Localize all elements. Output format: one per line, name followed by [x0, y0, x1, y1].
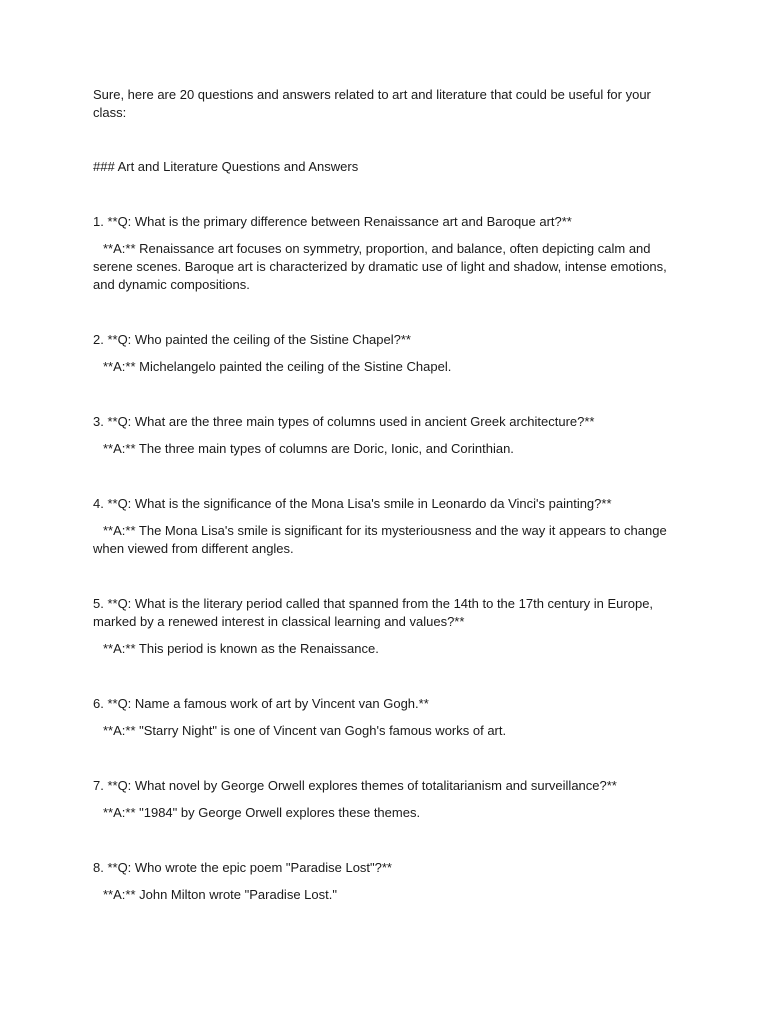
question: 2. **Q: Who painted the ceiling of the Sistine Chapel?**	[93, 332, 411, 347]
answer: **A:** The Mona Lisa's smile is significant for its mysteriousness and the way it appears to change when viewed from different angles.	[93, 523, 667, 556]
qa-item-2	[93, 331, 683, 376]
answer: **A:** John Milton wrote "Paradise Lost."	[103, 887, 337, 902]
answer: **A:** The three main types of columns are Doric, Ionic, and Corinthian.	[103, 441, 514, 456]
qa-item-6	[93, 695, 683, 740]
answer: **A:** "1984" by George Orwell explores these themes.	[103, 805, 421, 820]
qa-item-4	[93, 495, 683, 558]
answer: **A:** This period is known as the Renaissance.	[103, 641, 379, 656]
qa-item-3	[93, 413, 683, 458]
qa-item-1	[93, 213, 683, 294]
qa-item-5	[93, 595, 683, 658]
question: 3. **Q: What are the three main types of columns used in ancient Greek architecture?**	[93, 414, 595, 429]
answer: **A:** Michelangelo painted the ceiling of the Sistine Chapel.	[103, 359, 452, 374]
document-page	[93, 86, 683, 941]
qa-item-7	[93, 777, 683, 822]
answer: **A:** "Starry Night" is one of Vincent van Gogh's famous works of art.	[103, 723, 507, 738]
intro-paragraph: Sure, here are 20 questions and answers related to art and literature that could be useful for your class:	[93, 87, 651, 120]
qa-item-8	[93, 859, 683, 904]
question: 5. **Q: What is the literary period called that spanned from the 14th to the 17th century in Europe, marked by a renewed interest in classical learning and values?**	[93, 596, 654, 629]
question: 4. **Q: What is the significance of the Mona Lisa's smile in Leonardo da Vinci's painting?**	[93, 496, 612, 511]
question: 8. **Q: Who wrote the epic poem "Paradise Lost"?**	[93, 860, 392, 875]
answer: **A:** Renaissance art focuses on symmetry, proportion, and balance, often depicting calm and serene scenes. Baroque art is characterized by dramatic use of light and shadow, intense emotions, and dynamic compositions.	[93, 241, 667, 292]
question: 6. **Q: Name a famous work of art by Vincent van Gogh.**	[93, 696, 429, 711]
question: 7. **Q: What novel by George Orwell explores themes of totalitarianism and surveillance?**	[93, 778, 617, 793]
section-heading: ### Art and Literature Questions and Answers	[93, 159, 359, 174]
question: 1. **Q: What is the primary difference between Renaissance art and Baroque art?**	[93, 214, 572, 229]
